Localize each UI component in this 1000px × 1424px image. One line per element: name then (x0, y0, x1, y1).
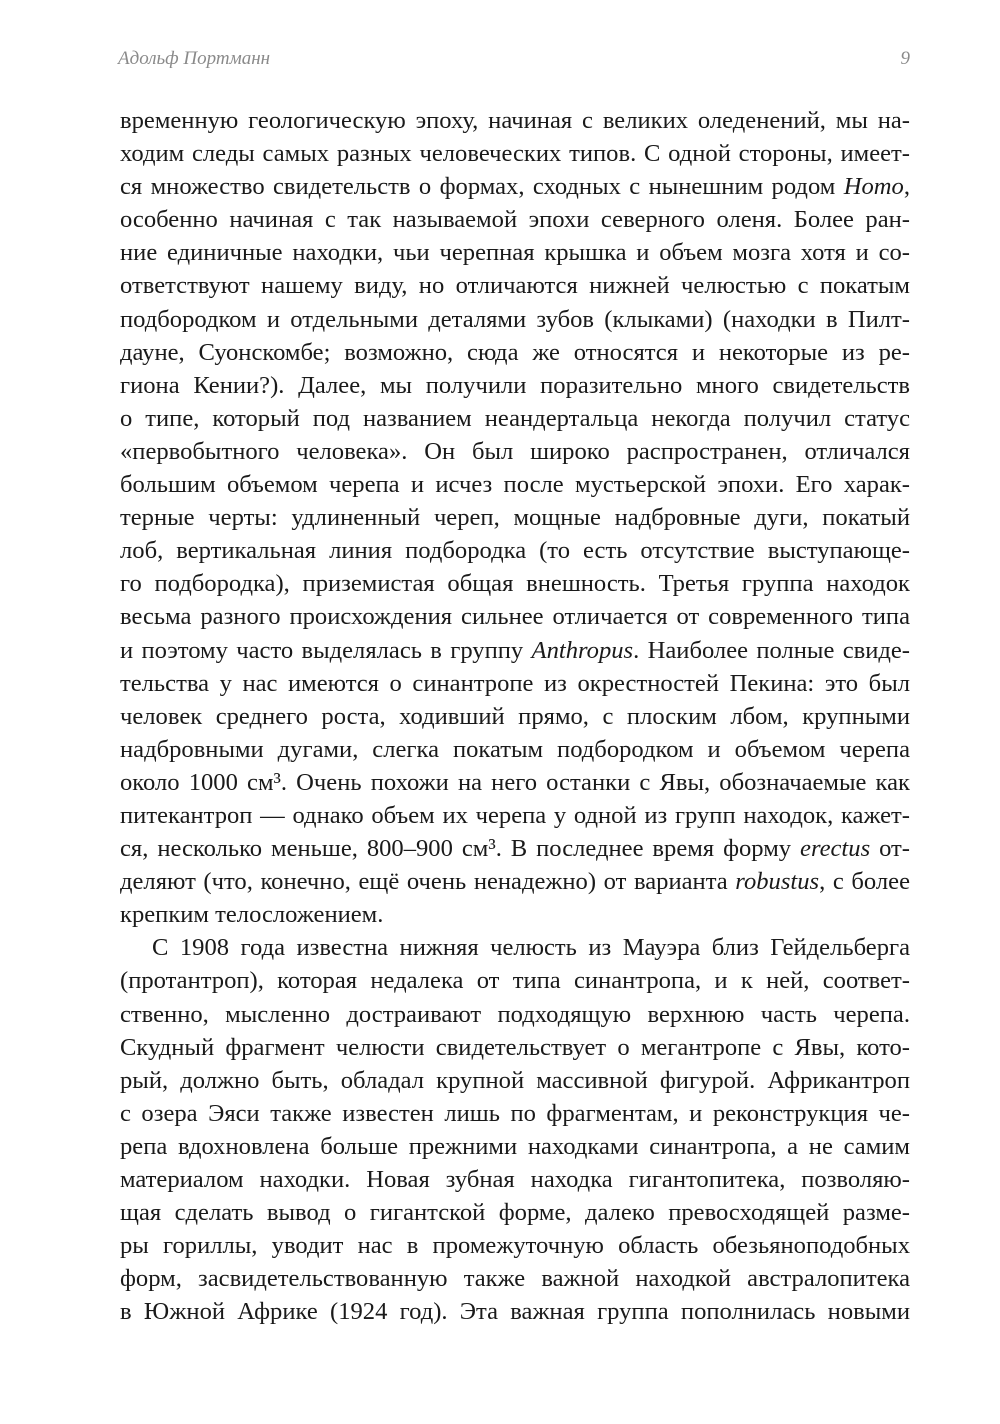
text-line (120, 634, 910, 667)
text-line (120, 501, 910, 534)
text-line (120, 600, 910, 633)
text-line (120, 667, 910, 700)
paragraph (120, 931, 910, 1328)
text-run: терные черты: удлиненный череп, мощные надбровные дуги, покатый (120, 504, 910, 532)
text-line (120, 203, 910, 236)
text-line (120, 1229, 910, 1262)
text-line (120, 1262, 910, 1295)
text-run: Скудный фрагмент челюсти свидетельствует о мегантропе с Явы, кото- (120, 1033, 910, 1061)
text-run: (протантроп), которая недалека от типа синантропа, и к ней, соответ- (120, 967, 910, 995)
text-run: материалом находки. Новая зубная находка гигантопитека, позволяю- (120, 1166, 910, 1193)
page-number: 9 (900, 48, 910, 69)
text-line (120, 1196, 910, 1229)
text-run: весьма разного происхождения сильнее отличается от современного типа (120, 603, 910, 631)
text-run: деляют (что, конечно, ещё очень ненадежно) от варианта (120, 868, 736, 896)
text-line (120, 303, 910, 336)
italic-term: robustus (735, 868, 820, 896)
italic-term: Anthropus (531, 636, 634, 664)
text-run: С 1908 года известна нижняя челюсть из Мауэра близ Гейдельберга (152, 934, 910, 962)
text-run: большим объемом черепа и исчез после мустьерской эпохи. Его харак- (120, 471, 910, 499)
text-run: ходим следы самых разных человеческих типов. С одной стороны, имеет- (120, 140, 910, 168)
text-run: репа вдохновлена больше прежними находками синантропа, а не самим (120, 1132, 910, 1160)
text-line (120, 435, 910, 468)
text-run: с озера Эяси также известен лишь по фрагментам, и реконструкция че- (120, 1099, 910, 1127)
text-line (120, 733, 910, 766)
text-run: ответствуют нашему виду, но отличаются нижней челюстью с покатым (120, 272, 910, 300)
text-line (120, 567, 910, 600)
text-run: , с более (819, 868, 910, 896)
text-line (120, 104, 910, 137)
paragraph (120, 104, 910, 931)
text-run: дауне, Суонскомбе; возможно, сюда же относятся и некоторые из ре- (120, 338, 910, 366)
text-line (120, 1064, 910, 1097)
italic-term: Homo (843, 173, 904, 201)
text-line (120, 369, 910, 402)
text-run: тельства у нас имеются о синантропе из окрестностей Пекина: это был (120, 669, 910, 697)
text-run: , (903, 173, 910, 201)
text-run: рый, должно быть, обладал крупной массивной фигурой. Африкантроп (120, 1066, 910, 1094)
text-run: человек среднего роста, ходивший прямо, с плоским лбом, крупными (120, 702, 910, 730)
text-line (120, 1163, 910, 1196)
text-run: и поэтому часто выделялась в группу (120, 636, 532, 664)
text-run: от- (870, 835, 910, 863)
text-line (120, 269, 910, 302)
text-run: ственно, мысленно достраивают подходящую верхнюю часть черепа. (120, 1000, 910, 1028)
text-line (120, 137, 910, 170)
text-line (120, 931, 910, 964)
text-line (120, 766, 910, 799)
text-run: о типе, который под названием неандертальца некогда получил статус (120, 404, 910, 432)
text-run: щая сделать вывод о гигантской форме, далеко превосходящей разме- (120, 1199, 910, 1227)
text-run: гиона Кении?). Далее, мы получили поразительно много свидетельств (120, 371, 910, 399)
text-line (120, 700, 910, 733)
running-head-author: Адольф Портманн (118, 48, 271, 69)
italic-term: erectus (800, 835, 871, 863)
text-run: ние единичные находки, чьи черепная крышка и объем мозга хотя и со- (120, 239, 910, 267)
text-run: крепким телосложением. (120, 901, 384, 929)
running-head (118, 44, 910, 76)
text-line (120, 236, 910, 269)
text-run: около 1000 см³. Очень похожи на него останки с Явы, обозначаемые как (120, 768, 910, 796)
text-line (120, 336, 910, 369)
text-run: ся множество свидетельств о формах, сходных с нынешним родом (120, 173, 844, 201)
text-run: ры гориллы, уводит нас в промежуточную область обезьяноподобных (120, 1232, 910, 1260)
text-run: форм, засвидетельствованную также важной находкой австралопитека (120, 1265, 910, 1293)
text-run: подбородком и отдельными деталями зубов (клыками) (находки в Пилт- (120, 305, 910, 333)
text-line (120, 170, 910, 203)
text-line (120, 799, 910, 832)
text-run: ся, несколько меньше, 800–900 см³. В последнее время форму (120, 835, 801, 863)
text-run: особенно начиная с так называемой эпохи северного оленя. Более ран- (120, 206, 910, 234)
body-text (120, 104, 910, 1328)
text-run: «первобытного человека». Он был широко распространен, отличался (120, 437, 910, 465)
text-line (120, 1130, 910, 1163)
text-run: го подбородка), приземистая общая внешность. Третья группа находок (120, 570, 910, 598)
text-line (120, 964, 910, 997)
text-run: временную геологическую эпоху, начиная с великих оледенений, мы на- (120, 107, 910, 134)
text-line (120, 1295, 910, 1328)
text-line (120, 468, 910, 501)
text-run: . Наиболее полные свиде- (633, 636, 911, 664)
text-run: в Южной Африке (1924 год). Эта важная группа пополнилась новыми (120, 1298, 910, 1326)
text-line (120, 865, 910, 898)
text-line (120, 1097, 910, 1130)
text-line (120, 534, 910, 567)
text-line (120, 998, 910, 1031)
text-line (120, 402, 910, 435)
text-run: питекантроп — однако объем их черепа у одной из групп находок, кажет- (120, 801, 910, 829)
text-run: надбровными дугами, слегка покатым подбородком и объемом черепа (120, 735, 910, 763)
text-line (120, 832, 910, 865)
text-line (120, 898, 910, 931)
text-run: лоб, вертикальная линия подбородка (то есть отсутствие выступающе- (120, 537, 910, 565)
text-line (120, 1031, 910, 1064)
